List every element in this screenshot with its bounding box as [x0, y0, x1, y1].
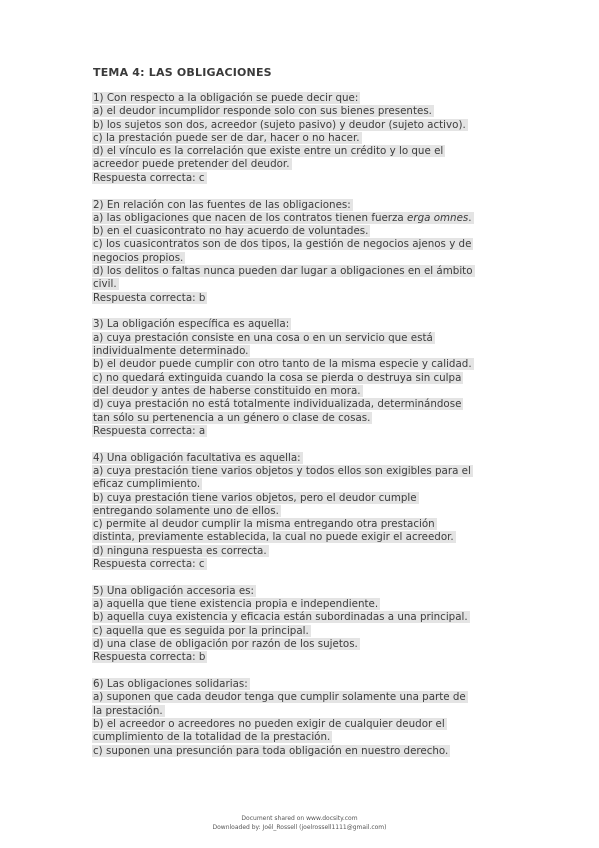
line-text: Respuesta correcta: c: [93, 171, 205, 184]
question-block: [92, 92, 512, 185]
answer-option: [92, 691, 512, 704]
answer-option: [92, 278, 512, 291]
answer-option: [92, 158, 512, 171]
question-block: [92, 318, 512, 438]
line-text: b) aquella cuya existencia y eficacia están subordinadas a una principal.: [93, 611, 468, 624]
answer-option: [92, 252, 512, 265]
line-text: cumplimiento de la totalidad de la prestación.: [93, 731, 331, 744]
line-text: distinta, previamente establecida, la cual no puede exigir el acreedor.: [93, 531, 454, 544]
line-text: 2) En relación con las fuentes de las obligaciones:: [93, 198, 351, 211]
answer-option: [92, 398, 512, 411]
answer-option: [92, 705, 512, 718]
line-text: b) los sujetos son dos, acreedor (sujeto pasivo) y deudor (sujeto activo).: [93, 118, 466, 131]
line-text: a) el deudor incumplidor responde solo con sus bienes presentes.: [93, 105, 432, 118]
line-text: d) ninguna respuesta es correcta.: [93, 544, 267, 557]
answer-option: [92, 625, 512, 638]
line-text: a) cuya prestación tiene varios objetos y todos ellos son exigibles para el: [93, 464, 471, 477]
line-text: c) los cuasicontratos son de dos tipos, la gestión de negocios ajenos y de: [93, 238, 472, 251]
line-text: negocios propios.: [93, 251, 184, 264]
correct-answer: [92, 292, 512, 305]
correct-answer: [92, 425, 512, 438]
line-text: acreedor puede pretender del deudor.: [93, 158, 290, 171]
document-title: TEMA 4: LAS OBLIGACIONES: [93, 66, 272, 79]
answer-option: [92, 598, 512, 611]
answer-option: [92, 265, 512, 278]
question-stem: [92, 678, 512, 691]
line-text: Respuesta correcta: b: [93, 291, 206, 304]
question-list: [92, 92, 512, 771]
correct-answer: [92, 558, 512, 571]
answer-option: [92, 412, 512, 425]
line-text: entregando solamente uno de ellos.: [93, 504, 279, 517]
answer-option: [92, 345, 512, 358]
question-stem: [92, 452, 512, 465]
answer-option: [92, 212, 512, 225]
answer-option: [92, 518, 512, 531]
line-text: 6) Las obligaciones solidarias:: [93, 678, 248, 691]
answer-option: [92, 332, 512, 345]
question-block: [92, 678, 512, 758]
line-text: b) el deudor puede cumplir con otro tanto de la misma especie y calidad.: [93, 358, 472, 371]
line-text: a) suponen que cada deudor tenga que cumplir solamente una parte de: [93, 691, 466, 704]
question-stem: [92, 585, 512, 598]
answer-option: [92, 505, 512, 518]
answer-option: [92, 465, 512, 478]
line-text: c) no quedará extinguida cuando la cosa se pierda o destruya sin culpa: [93, 371, 462, 384]
line-text: b) el acreedor o acreedores no pueden exigir de cualquier deudor el: [93, 717, 445, 730]
answer-option: [92, 478, 512, 491]
line-text: b) en el cuasicontrato no hay acuerdo de voluntades.: [93, 225, 369, 238]
line-text: 1) Con respecto a la obligación se puede decir que:: [93, 92, 359, 104]
line-text: c) permite al deudor cumplir la misma entregando otra prestación: [93, 518, 435, 531]
line-text: a) cuya prestación consiste en una cosa o en un servicio que está: [93, 331, 433, 344]
answer-option: [92, 731, 512, 744]
answer-option: [92, 225, 512, 238]
line-text: c) aquella que es seguida por la principal.: [93, 624, 309, 637]
answer-option: [92, 372, 512, 385]
question-block: [92, 199, 512, 305]
answer-option: [92, 105, 512, 118]
footer-shared: Document shared on www.docsity.com: [241, 815, 358, 822]
line-text: d) cuya prestación no está totalmente individualizada, determinándose: [93, 398, 462, 411]
answer-option: [92, 492, 512, 505]
line-text: b) cuya prestación tiene varios objetos, pero el deudor cumple: [93, 491, 417, 504]
line-text: del deudor y antes de haberse constituido en mora.: [93, 384, 361, 397]
correct-answer: [92, 651, 512, 664]
answer-option: [92, 145, 512, 158]
question-stem: [92, 318, 512, 331]
question-stem: [92, 92, 512, 105]
line-text: a) las obligaciones que nacen de los contratos tienen fuerza erga omnes.: [93, 211, 472, 224]
line-text: individualmente determinado.: [93, 345, 249, 358]
footer-downloaded: Downloaded by: Joël_Rossell (joelrossell1111@gmail.com): [212, 824, 387, 831]
line-text: 5) Una obligación accesoria es:: [93, 584, 254, 597]
answer-option: [92, 545, 512, 558]
answer-option: [92, 358, 512, 371]
line-text: d) el vínculo es la correlación que existe entre un crédito y lo que el: [93, 145, 444, 158]
answer-option: [92, 119, 512, 132]
line-text: c) suponen una presunción para toda obligación en nuestro derecho.: [93, 744, 449, 757]
line-text: Respuesta correcta: a: [93, 424, 206, 437]
answer-option: [92, 531, 512, 544]
question-block: [92, 452, 512, 572]
line-text: la prestación.: [93, 704, 163, 717]
line-text: 4) Una obligación facultativa es aquella:: [93, 451, 301, 464]
answer-option: [92, 638, 512, 651]
answer-option: [92, 385, 512, 398]
line-text: eficaz cumplimiento.: [93, 478, 201, 491]
line-text: tan sólo su pertenencia a un género o clase de cosas.: [93, 411, 371, 424]
answer-option: [92, 745, 512, 758]
correct-answer: [92, 172, 512, 185]
line-text: Respuesta correcta: c: [93, 558, 205, 570]
line-text: 3) La obligación específica es aquella:: [93, 318, 290, 331]
answer-option: [92, 132, 512, 145]
answer-option: [92, 238, 512, 251]
line-text: civil.: [93, 278, 117, 291]
question-block: [92, 585, 512, 665]
line-text: d) los delitos o faltas nunca pueden dar lugar a obligaciones en el ámbito: [93, 265, 473, 278]
answer-option: [92, 611, 512, 624]
line-text: d) una clase de obligación por razón de los sujetos.: [93, 637, 358, 650]
line-text: Respuesta correcta: b: [93, 651, 206, 664]
answer-option: [92, 718, 512, 731]
question-stem: [92, 199, 512, 212]
line-text: a) aquella que tiene existencia propia e independiente.: [93, 598, 379, 611]
line-text: c) la prestación puede ser de dar, hacer o no hacer.: [93, 131, 360, 144]
